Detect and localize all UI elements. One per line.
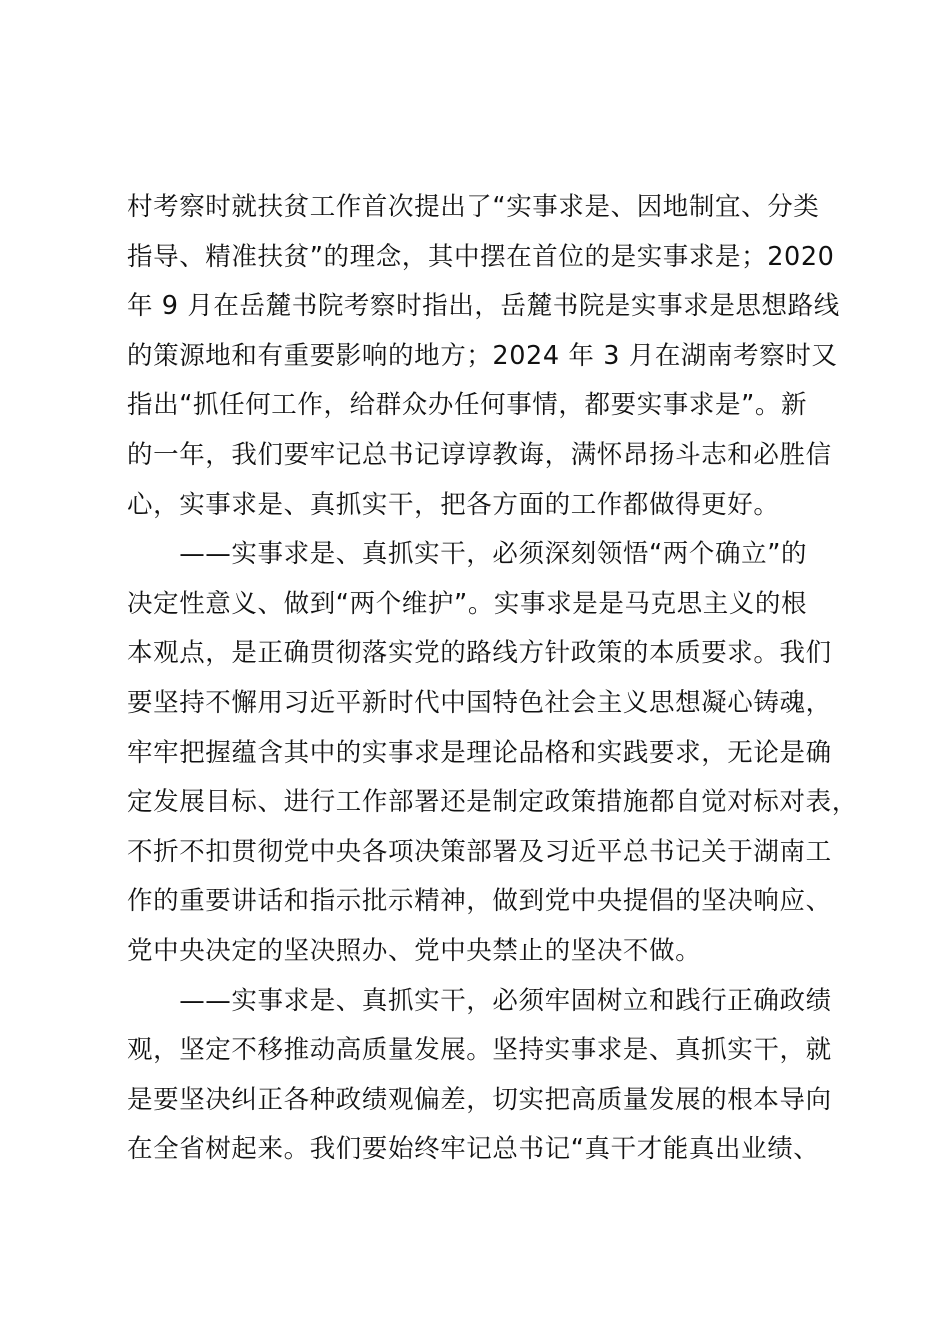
text-line: 决定性意义、做到“两个维护”。实事求是是马克思主义的根 xyxy=(127,588,808,619)
text-line: 牢牢把握蕴含其中的实事求是理论品格和实践要求，无论是确 xyxy=(127,737,832,768)
text-line: 指导、精准扶贫”的理念，其中摆在首位的是实事求是；2020 xyxy=(127,241,835,272)
text-line: 的一年，我们要牢记总书记谆谆教诲，满怀昂扬斗志和必胜信 xyxy=(127,439,832,470)
text-line: 在全省树起来。我们要始终牢记总书记“真干才能真出业绩、 xyxy=(127,1134,820,1165)
text-line: 党中央决定的坚决照办、党中央禁止的坚决不做。 xyxy=(127,935,702,966)
text-line: 观，坚定不移推动高质量发展。坚持实事求是、真抓实干，就 xyxy=(127,1035,832,1066)
text-line: 定发展目标、进行工作部署还是制定政策措施都自觉对标对表， xyxy=(127,787,858,818)
text-line: 不折不扣贯彻党中央各项决策部署及习近平总书记关于湖南工 xyxy=(127,836,832,867)
text-line: 作的重要讲话和指示批示精神，做到党中央提倡的坚决响应、 xyxy=(127,886,832,917)
document-body xyxy=(127,183,858,1175)
text-line: 村考察时就扶贫工作首次提出了“实事求是、因地制宜、分类 xyxy=(127,192,820,222)
text-line: 是要坚决纠正各种政绩观偏差，切实把高质量发展的根本导向 xyxy=(127,1084,832,1115)
text-line: 年 9 月在岳麓书院考察时指出，岳麓书院是实事求是思想路线 xyxy=(127,291,840,322)
text-line: 本观点，是正确贯彻落实党的路线方针政策的本质要求。我们 xyxy=(127,638,832,669)
text-line: 要坚持不懈用习近平新时代中国特色社会主义思想凝心铸魂， xyxy=(127,687,832,718)
text-line: 心，实事求是、真抓实干，把各方面的工作都做得更好。 xyxy=(127,489,780,520)
text-line: 指出“抓任何工作，给群众办任何事情，都要实事求是”。新 xyxy=(127,390,808,421)
text-line: 的策源地和有重要影响的地方；2024 年 3 月在湖南考察时又 xyxy=(127,340,838,371)
paragraph-start-line: ——实事求是、真抓实干，必须深刻领悟“两个确立”的 xyxy=(127,539,808,570)
paragraph-start-line: ——实事求是、真抓实干，必须牢固树立和践行正确政绩 xyxy=(127,985,832,1016)
